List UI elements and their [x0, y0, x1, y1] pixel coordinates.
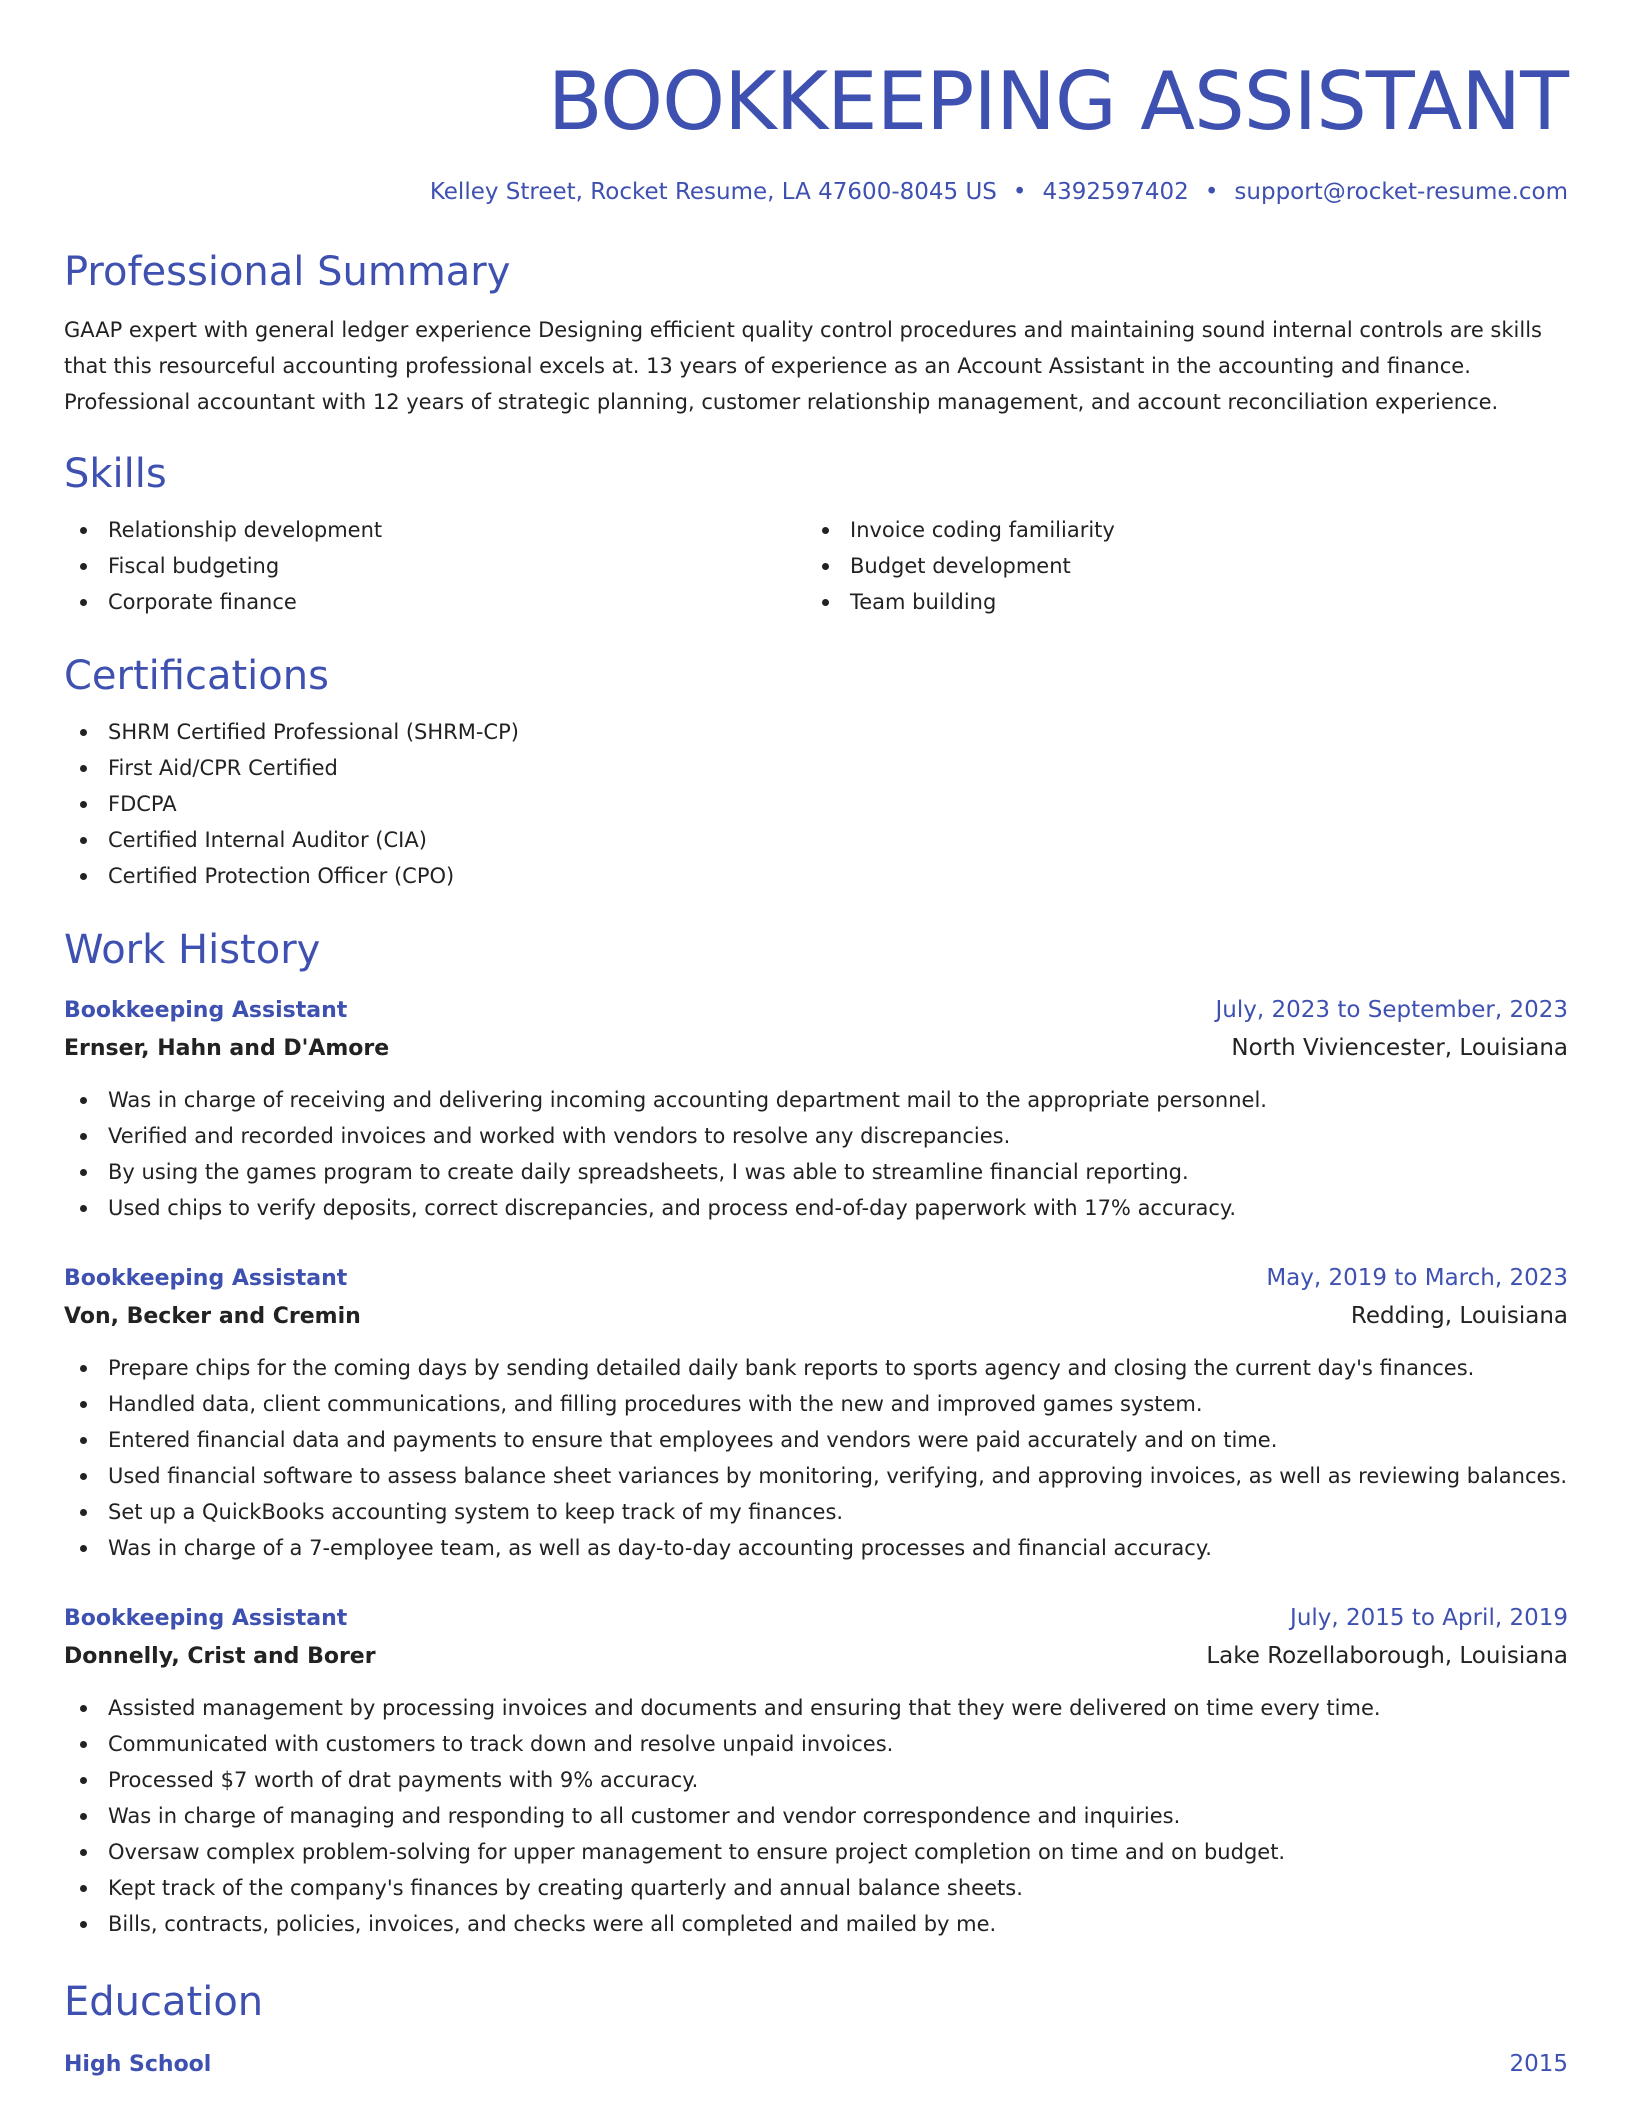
job-bullet: Assisted management by processing invoices and documents and ensuring that they were delivered on time every time. [64, 1690, 1568, 1726]
job-bullet: Handled data, client communications, and filling procedures with the new and improved games system. [64, 1386, 1568, 1422]
work-history-heading: Work History [64, 927, 321, 973]
resume-header [64, 0, 1568, 208]
contact-address: Kelley Street, Rocket Resume, LA 47600-8045 US [429, 179, 997, 205]
job-bullet: Communicated with customers to track down and resolve unpaid invoices. [64, 1726, 1568, 1762]
skill-item: Invoice coding familiarity [806, 512, 1548, 548]
job-company: Ernser, Hahn and D'Amore [64, 1036, 390, 1061]
job-title-row [64, 992, 1568, 1029]
job-bullet: Kept track of the company's finances by creating quarterly and annual balance sheets. [64, 1870, 1568, 1906]
job-dates: May, 2019 to March, 2023 [1266, 1265, 1568, 1291]
job-location: Redding, Louisiana [1350, 1303, 1568, 1329]
certification-item: First Aid/CPR Certified [64, 750, 1568, 786]
education-degree: High School [64, 2052, 212, 2077]
job-company-row [64, 1029, 1568, 1068]
certifications-heading: Certifications [64, 653, 329, 699]
skill-item: Corporate finance [64, 584, 806, 620]
skills-list-left [64, 512, 806, 620]
skills-list-right [806, 512, 1548, 620]
job-dates: July, 2023 to September, 2023 [1215, 997, 1568, 1023]
job-title-row [64, 1260, 1568, 1297]
skill-item: Relationship development [64, 512, 806, 548]
education-row [64, 2046, 1568, 2083]
job-bullet: Was in charge of receiving and delivering incoming accounting department mail to the appropriate personnel. [64, 1082, 1568, 1118]
certifications-list [64, 714, 1568, 894]
job-bullet: Was in charge of a 7-employee team, as well as day-to-day accounting processes and financial accuracy. [64, 1530, 1568, 1566]
skill-item: Team building [806, 584, 1548, 620]
job-bullet: Used chips to verify deposits, correct discrepancies, and process end-of-day paperwork with 17% accuracy. [64, 1190, 1568, 1226]
contact-separator: • [1204, 179, 1219, 205]
job-bullet-list [64, 1690, 1568, 1942]
job-company-row [64, 1637, 1568, 1676]
job-entry [64, 1600, 1568, 1942]
education-heading: Education [64, 1979, 264, 2025]
job-location: Lake Rozellaborough, Louisiana [1206, 1643, 1568, 1669]
job-dates: July, 2015 to April, 2019 [1290, 1605, 1568, 1631]
summary-heading: Professional Summary [64, 249, 511, 295]
job-title: Bookkeeping Assistant [64, 1266, 348, 1291]
certification-item: Certified Protection Officer (CPO) [64, 858, 1568, 894]
job-bullet: Set up a QuickBooks accounting system to keep track of my finances. [64, 1494, 1568, 1530]
job-company: Donnelly, Crist and Borer [64, 1644, 376, 1669]
job-bullet: Verified and recorded invoices and worked with vendors to resolve any discrepancies. [64, 1118, 1568, 1154]
job-bullet: Used financial software to assess balance sheet variances by monitoring, verifying, and approving invoices, as well as reviewing balances. [64, 1458, 1568, 1494]
job-bullet: By using the games program to create daily spreadsheets, I was able to streamline financial reporting. [64, 1154, 1568, 1190]
job-bullet-list [64, 1082, 1568, 1226]
contact-line [64, 176, 1568, 208]
contact-phone: 4392597402 [1042, 179, 1189, 205]
job-entry [64, 992, 1568, 1226]
job-bullet: Processed $7 worth of drat payments with 9% accuracy. [64, 1762, 1568, 1798]
skills-grid [64, 512, 1568, 620]
education-year: 2015 [1509, 2051, 1568, 2077]
job-location: North Viviencester, Louisiana [1231, 1035, 1568, 1061]
job-title: Bookkeeping Assistant [64, 998, 348, 1023]
contact-email: support@rocket-resume.com [1234, 179, 1568, 205]
skills-heading: Skills [64, 451, 167, 497]
job-bullet: Bills, contracts, policies, invoices, and checks were all completed and mailed by me. [64, 1906, 1568, 1942]
certification-item: Certified Internal Auditor (CIA) [64, 822, 1568, 858]
certification-item: FDCPA [64, 786, 1568, 822]
contact-separator: • [1012, 179, 1027, 205]
summary-text: GAAP expert with general ledger experience Designing efficient quality control procedures and maintaining sound internal controls are skills that this resourceful accounting professional excels at. 13 years of experience as an Account Assistant in the accounting and finance. Professional accountant with 12 years of strategic planning, customer relationship management, and account reconciliation experience. [64, 318, 1542, 414]
certification-item: SHRM Certified Professional (SHRM-CP) [64, 714, 1568, 750]
skill-item: Fiscal budgeting [64, 548, 806, 584]
job-company-row [64, 1297, 1568, 1336]
job-entry [64, 1260, 1568, 1566]
skill-item: Budget development [806, 548, 1548, 584]
job-bullet: Oversaw complex problem-solving for upper management to ensure project completion on time and on budget. [64, 1834, 1568, 1870]
candidate-name: BOOKKEEPING ASSISTANT [547, 55, 1568, 148]
job-title-row [64, 1600, 1568, 1637]
job-bullet: Prepare chips for the coming days by sending detailed daily bank reports to sports agency and closing the current day's finances. [64, 1350, 1568, 1386]
job-bullet: Entered financial data and payments to ensure that employees and vendors were paid accurately and on time. [64, 1422, 1568, 1458]
job-bullet: Was in charge of managing and responding to all customer and vendor correspondence and inquiries. [64, 1798, 1568, 1834]
job-title: Bookkeeping Assistant [64, 1606, 348, 1631]
job-company: Von, Becker and Cremin [64, 1304, 361, 1329]
job-bullet-list [64, 1350, 1568, 1566]
